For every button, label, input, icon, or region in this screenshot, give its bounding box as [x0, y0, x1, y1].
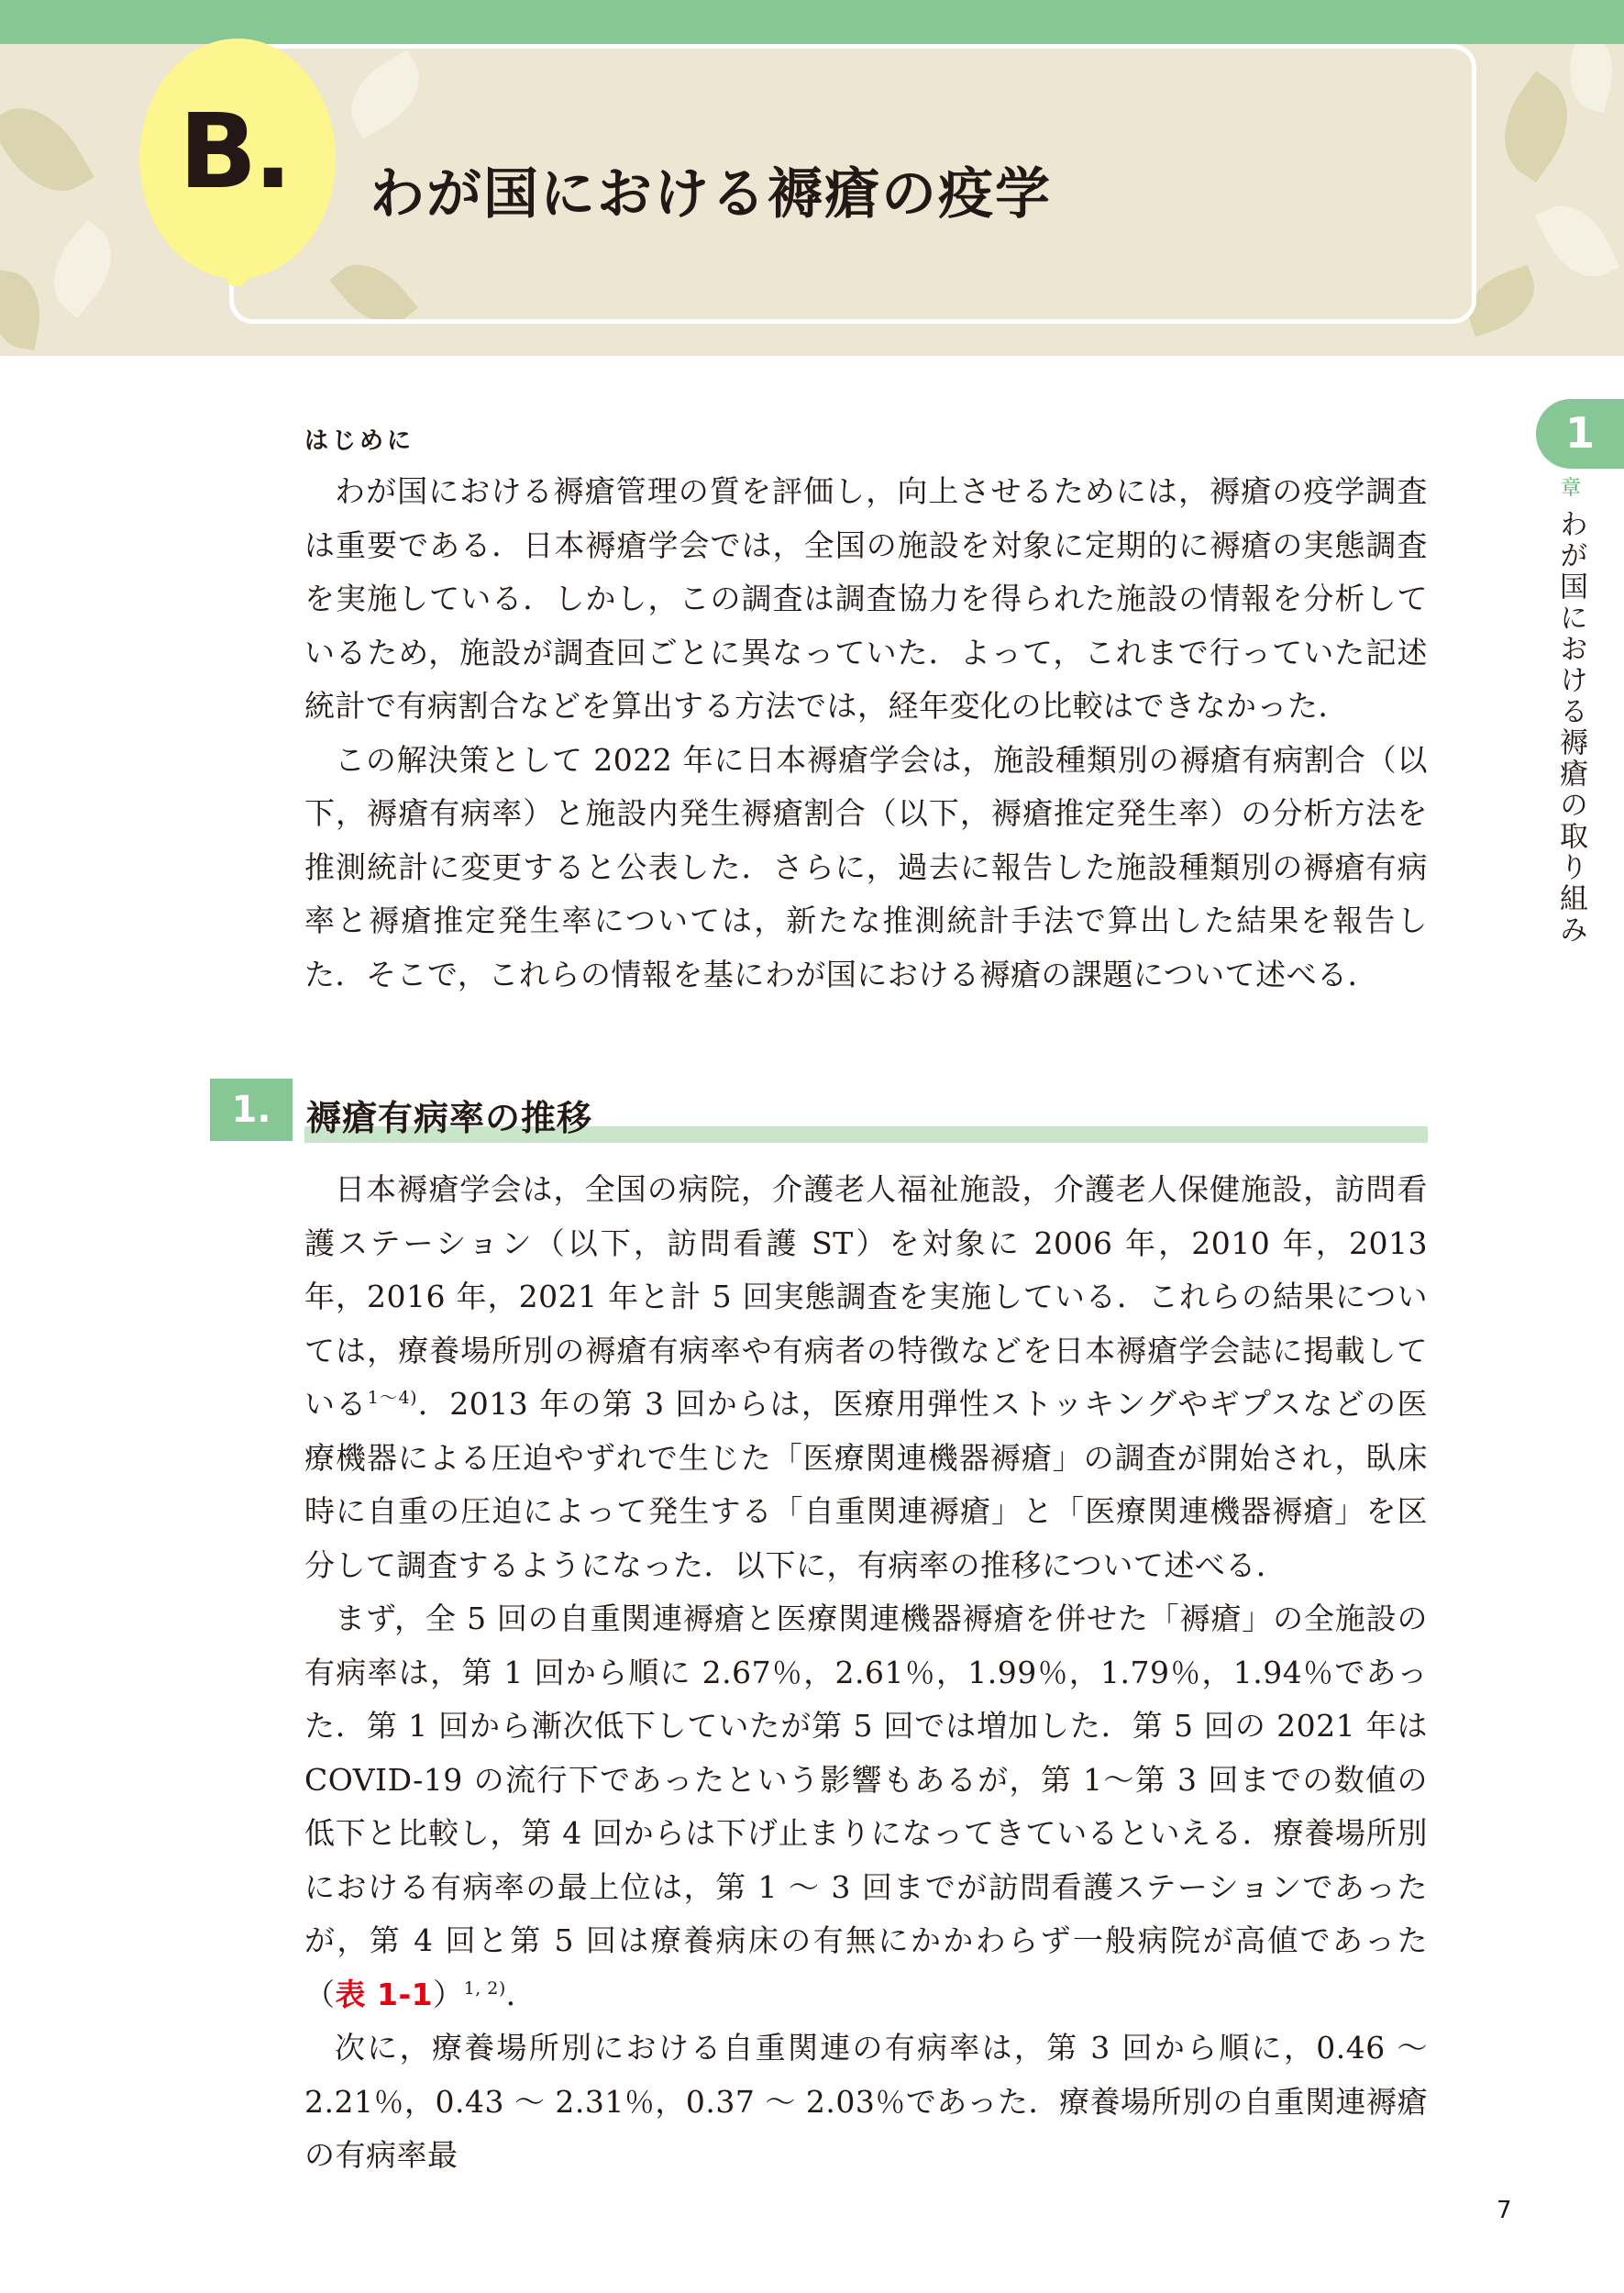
section-1-paragraph-1	[304, 1163, 1428, 1592]
top-color-stripe	[0, 0, 1624, 44]
intro-heading: はじめに	[304, 427, 415, 455]
section-1-number: 1.	[210, 1079, 293, 1141]
section-1-paragraph-2	[304, 1592, 1428, 2022]
section-1-heading	[231, 1079, 1428, 1143]
chapter-title: わが国における褥瘡の疫学	[370, 162, 1052, 227]
balloon-knot	[226, 273, 247, 286]
intro-paragraph-1: わが国における褥瘡管理の質を評価し，向上させるためには，褥瘡の疫学調査は重要である．日本褥瘡学会では，全国の施設を対象に定期的に褥瘡の実態調査を実施している．しかし，この調査は調査協力を得られた施設の情報を分析しているため，施設が調査回ごとに異なっていた．よって，これまで行っていた記述統計で有病割合などを算出する方法では，経年変化の比較はできなかった．	[304, 473, 1428, 724]
leaf-decoration	[1559, 44, 1622, 113]
table-reference-link[interactable]: 表 1-1	[335, 1976, 434, 2012]
section-1-paragraph-3: 次に，療養場所別における自重関連の有病率は，第 3 回から順に，0.46 ～ 2.21％，0.43 ～ 2.31％，0.37 ～ 2.03％であった．療養場所別の自重関連褥瘡の有病率最	[304, 2030, 1429, 2173]
page-number: 7	[1497, 2197, 1512, 2224]
chapter-tab-kanji: 章	[1560, 477, 1581, 500]
section-1-title: 褥瘡有病率の推移	[306, 1098, 593, 1138]
section-letter: B.	[179, 93, 289, 212]
citation-superscript: 1, 2)	[463, 1977, 506, 1999]
chapter-tab-title: わが国における褥瘡の取り組み	[1554, 509, 1587, 946]
paragraph-text: まず，全 5 回の自重関連褥瘡と医療関連機器褥瘡を併せた「褥瘡」の全施設の有病率は，第 1 回から順に 2.67％，2.61％，1.99％，1.79％，1.94％であった．第 1 回から漸次低下していたが第 5 回では増加した．第 5 回の 2021 年は COVID-19 の流行下であったという影響もあるが，第 1～第 3 回までの数値の低下と比較し，第 4 回からは下げ止まりになってきているといえる．療養場所別における有病率の最上位は，第 1 ～ 3 回までが訪問看護ステーションであったが，第 4 回と第 5 回は療養病床の有無にかかわらず一般病院が高値であった（	[304, 1601, 1428, 2012]
citation-superscript: 1～4)	[367, 1388, 418, 1408]
leaf-decoration	[35, 219, 130, 318]
paragraph-text: ．	[505, 1976, 537, 2012]
paragraph-text: ）	[433, 1976, 464, 2012]
leaf-decoration	[0, 90, 94, 209]
paragraph-text: 日本褥瘡学会は，全国の病院，介護老人福祉施設，介護老人保健施設，訪問看護ステーション（以下，訪問看護 ST）を対象に 2006 年，2010 年，2013 年，2016 年，2021 年と計 5 回実態調査を実施している．これらの結果については，療養場所別の褥瘡有病率や有病者の特徴などを日本褥瘡学会誌に掲載している	[304, 1171, 1428, 1422]
intro-paragraph-2: この解決策として 2022 年に日本褥瘡学会は，施設種類別の褥瘡有病割合（以下，褥瘡有病率）と施設内発生褥瘡割合（以下，褥瘡推定発生率）の分析方法を推測統計に変更すると公表した．さらに，過去に報告した施設種類別の褥瘡有病率と褥瘡推定発生率については，新たな推測統計手法で算出した結果を報告した．そこで，これらの情報を基にわが国における褥瘡の課題について述べる．	[304, 741, 1428, 992]
leaf-decoration	[1535, 193, 1619, 291]
leaf-decoration	[0, 270, 48, 350]
chapter-tab-number: 1	[1564, 408, 1595, 458]
paragraph-text: ．2013 年の第 3 回からは，医療用弾性ストッキングやギプスなどの医療機器による圧迫やずれで生じた「医療関連機器褥瘡」の調査が開始され，臥床時に自重の圧迫によって発生する「自重関連褥瘡」と「医療関連機器褥瘡」を区分して調査するようになった．以下に，有病率の推移について述べる．	[304, 1386, 1429, 1583]
main-content	[231, 422, 1429, 2183]
